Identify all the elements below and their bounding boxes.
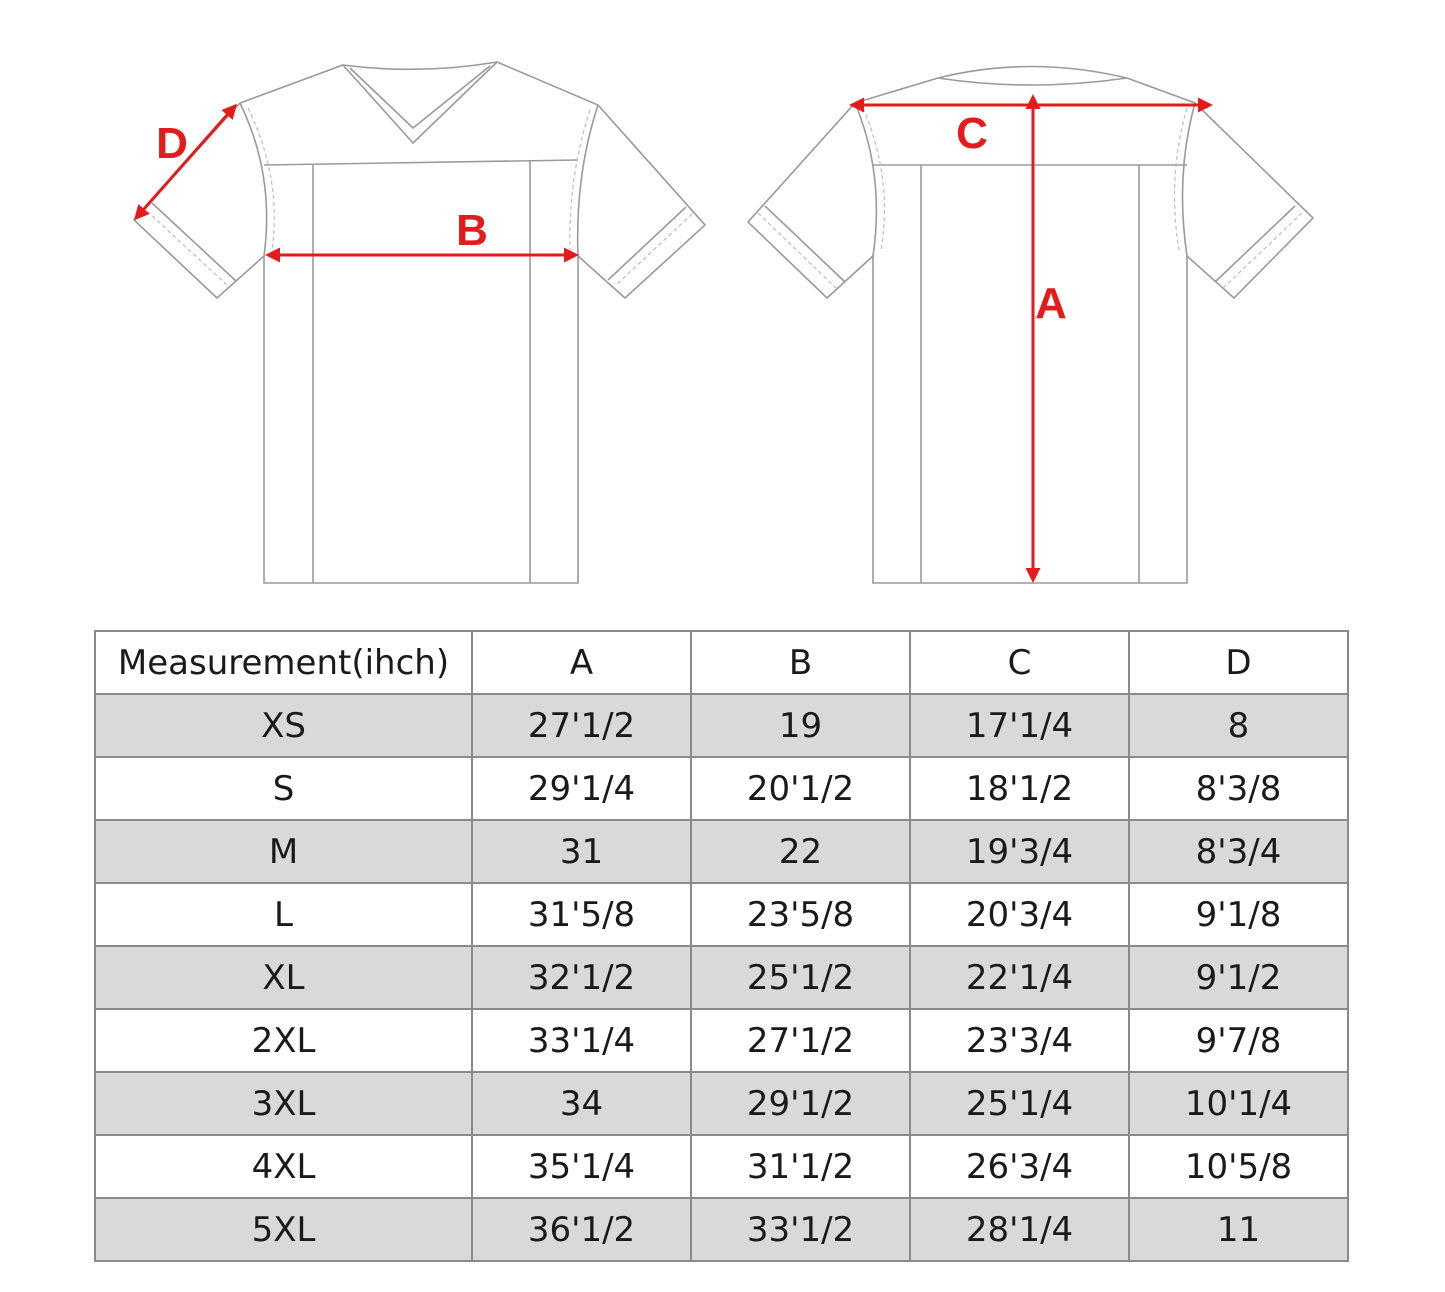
front-shirt-outline [134,62,705,583]
value-cell: 31 [472,820,691,883]
value-cell: 8'3/8 [1129,757,1348,820]
size-cell: XL [95,946,472,1009]
value-cell: 27'1/2 [691,1009,910,1072]
value-cell: 34 [472,1072,691,1135]
value-cell: 27'1/2 [472,694,691,757]
label-a: A [1035,279,1067,328]
value-cell: 29'1/4 [472,757,691,820]
value-cell: 29'1/2 [691,1072,910,1135]
value-cell: 33'1/4 [472,1009,691,1072]
value-cell: 33'1/2 [691,1198,910,1261]
value-cell: 8'3/4 [1129,820,1348,883]
label-b: B [456,206,488,255]
value-cell: 9'1/2 [1129,946,1348,1009]
size-cell: 3XL [95,1072,472,1135]
size-cell: XS [95,694,472,757]
value-cell: 11 [1129,1198,1348,1261]
value-cell: 18'1/2 [910,757,1129,820]
value-cell: 10'1/4 [1129,1072,1348,1135]
value-cell: 23'5/8 [691,883,910,946]
table-row [95,1009,1348,1072]
shirt-diagram [0,0,1445,610]
value-cell: 25'1/4 [910,1072,1129,1135]
header-measurement: Measurement(ihch) [95,631,472,694]
value-cell: 32'1/2 [472,946,691,1009]
value-cell: 9'1/8 [1129,883,1348,946]
value-cell: 26'3/4 [910,1135,1129,1198]
label-d: D [156,119,188,168]
size-cell: L [95,883,472,946]
header-c: C [910,631,1129,694]
header-a: A [472,631,691,694]
size-cell: 5XL [95,1198,472,1261]
size-cell: S [95,757,472,820]
value-cell: 31'5/8 [472,883,691,946]
value-cell: 19 [691,694,910,757]
table-row [95,820,1348,883]
value-cell: 28'1/4 [910,1198,1129,1261]
value-cell: 8 [1129,694,1348,757]
table-header-row [95,631,1348,694]
value-cell: 17'1/4 [910,694,1129,757]
value-cell: 20'3/4 [910,883,1129,946]
value-cell: 31'1/2 [691,1135,910,1198]
label-c: C [956,109,988,158]
table-row [95,1072,1348,1135]
size-chart-table [94,630,1349,1262]
value-cell: 9'7/8 [1129,1009,1348,1072]
size-cell: M [95,820,472,883]
table-row [95,883,1348,946]
value-cell: 25'1/2 [691,946,910,1009]
value-cell: 23'3/4 [910,1009,1129,1072]
table-row [95,946,1348,1009]
value-cell: 20'1/2 [691,757,910,820]
value-cell: 10'5/8 [1129,1135,1348,1198]
value-cell: 35'1/4 [472,1135,691,1198]
value-cell: 22 [691,820,910,883]
size-cell: 4XL [95,1135,472,1198]
value-cell: 36'1/2 [472,1198,691,1261]
size-cell: 2XL [95,1009,472,1072]
header-b: B [691,631,910,694]
table-row [95,1135,1348,1198]
table-row [95,1198,1348,1261]
value-cell: 19'3/4 [910,820,1129,883]
table-row [95,694,1348,757]
table-row [95,757,1348,820]
back-shirt-outline [748,67,1313,584]
value-cell: 22'1/4 [910,946,1129,1009]
header-d: D [1129,631,1348,694]
